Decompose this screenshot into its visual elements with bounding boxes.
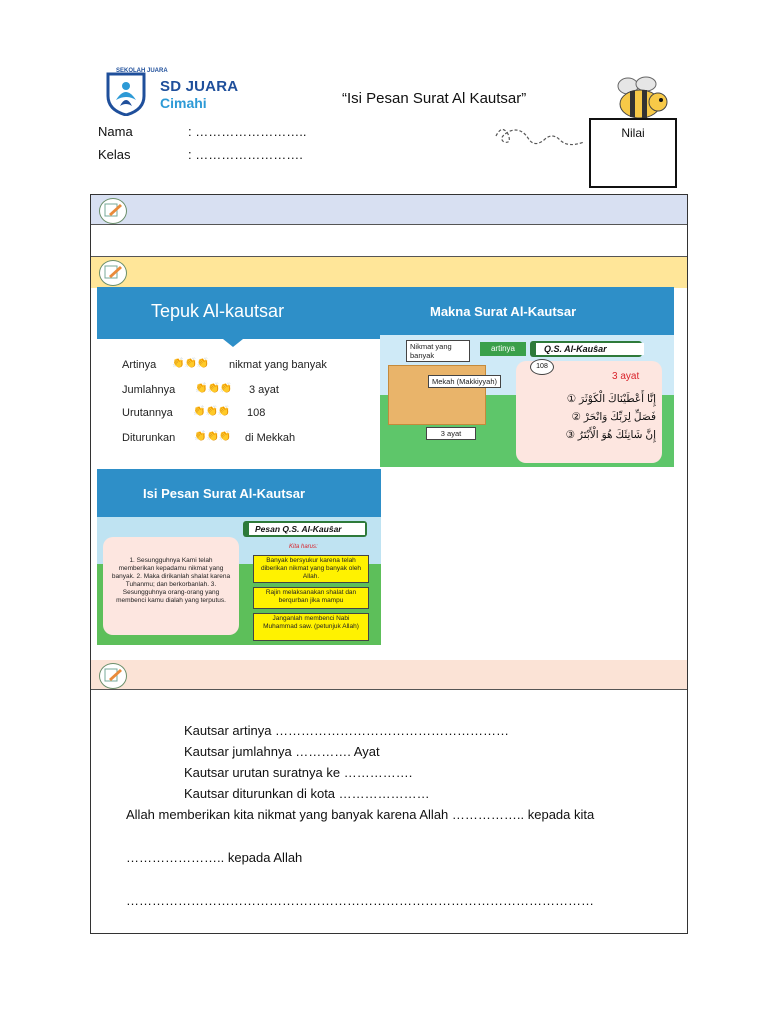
school-logo: [104, 68, 254, 118]
slide-tepuk-al-kautsar: [97, 287, 380, 467]
message-box: Banyak bersyukur karena telah diberikan nikmat yang banyak oleh Allah.: [253, 555, 369, 583]
score-label: Nilai: [621, 126, 645, 140]
nama-field[interactable]: : ……………………..: [188, 124, 307, 139]
shield-logo-icon: [104, 70, 148, 116]
section-band-material: [91, 256, 687, 288]
meanings-text: 1. Sesungguhnya Kami telah memberikan kepadamu nikmat yang banyak. 2. Maka dirikanlah shalat karena Tuhanmu; dan berkorbanlah. 3. Sesungguhnya orang-orang yang membenci kamu dialah yang terputus.: [111, 557, 231, 604]
verse-line: فَصَلِّ لِرَبِّكَ وَانْحَرْ ②: [571, 411, 656, 423]
qs-tag: [530, 341, 642, 357]
exercise-line[interactable]: Kautsar urutan suratnya ke …………….: [184, 765, 413, 780]
bee-icon: [612, 76, 670, 122]
arabia-map-image: [388, 365, 486, 425]
clapping-hands-icon: 👏👏👏: [194, 431, 232, 442]
logo-top-text: SEKOLAH JUARA: [116, 68, 168, 74]
tepuk-row-label: Diturunkan: [122, 432, 176, 444]
slide-header-pointer: [223, 339, 243, 347]
message-box: Rajin melaksanakan shalat dan berqurban jika mampu: [253, 587, 369, 609]
score-box[interactable]: [589, 118, 677, 188]
surah-number-badge: 108: [530, 359, 554, 375]
pencil-note-icon: [99, 260, 127, 286]
mekah-label: Mekah (Makkiyyah): [428, 375, 501, 388]
exercise-line[interactable]: Kautsar jumlahnya …………. Ayat: [184, 744, 380, 759]
verse-line: إِنَّ شَانِئَكَ هُوَ الْأَبْتَرُ ③: [565, 429, 656, 441]
nikmat-label: Nikmat yang banyak: [406, 340, 470, 362]
exercise-line[interactable]: Allah memberikan kita nikmat yang banyak karena Allah …………….. kepada kita: [126, 807, 595, 822]
nama-label: Nama: [98, 124, 133, 139]
document-title: “Isi Pesan Surat Al Kautsar”: [342, 90, 527, 107]
tepuk-row-value: 108: [247, 407, 266, 419]
message-box: Janganlah membenci Nabi Muhammad saw. (petunjuk Allah): [253, 613, 369, 641]
kelas-label: Kelas: [98, 147, 131, 162]
kelas-field[interactable]: : …………………….: [188, 147, 303, 162]
ayat-count-label: 3 ayat: [426, 427, 476, 440]
tepuk-row-label: Jumlahnya: [122, 384, 176, 396]
tepuk-row-value: di Mekkah: [245, 432, 296, 444]
clapping-hands-icon: 👏👏👏: [193, 406, 231, 417]
pencil-note-icon: [99, 663, 127, 689]
slide-makna-al-kautsar: [380, 287, 674, 467]
qs-label: Q.S. Al-Kauŝar: [536, 343, 644, 355]
squiggle-decoration-icon: [494, 120, 586, 156]
pencil-note-icon: [99, 198, 127, 224]
logo-city-name: Cimahi: [160, 95, 207, 111]
tepuk-row-value: 3 ayat: [249, 384, 279, 396]
clapping-hands-icon: 👏👏👏: [195, 383, 233, 394]
section-band-instructions: [91, 195, 687, 225]
tepuk-row-label: Artinya: [122, 359, 157, 371]
exercise-line[interactable]: Kautsar artinya ………………………………………………: [184, 723, 510, 738]
tepuk-row-value: nikmat yang banyak: [229, 359, 327, 371]
exercise-line[interactable]: ………………………………………………………………………………………………: [126, 893, 594, 908]
tepuk-row-label: Urutannya: [122, 407, 173, 419]
logo-school-name: SD JUARA: [160, 78, 239, 95]
slide-title: Tepuk Al-kautsar: [151, 301, 285, 321]
clapping-hands-icon: 👏👏👏: [172, 358, 210, 369]
slide-title: Makna Surat Al-Kautsar: [430, 304, 577, 319]
artinya-arrow: artinya: [480, 342, 526, 356]
pesan-label: Pesan Q.S. Al-Kauŝar: [249, 523, 365, 535]
slide-title: Isi Pesan Surat Al-Kautsar: [143, 486, 306, 501]
pesan-tag: [243, 521, 367, 537]
section-band-exercise: [91, 660, 687, 690]
ayat-red-label: 3 ayat: [612, 371, 640, 382]
kita-harus-label: Kita harus:: [289, 544, 318, 550]
exercise-line[interactable]: ………………….. kepada Allah: [126, 850, 303, 865]
exercise-line[interactable]: Kautsar diturunkan di kota …………………: [184, 786, 430, 801]
verse-line: إِنَّا أَعْطَيْنَاكَ الْكَوْثَرَ ①: [566, 393, 656, 405]
meanings-card: [103, 537, 239, 635]
slide-isi-pesan: [97, 469, 381, 645]
